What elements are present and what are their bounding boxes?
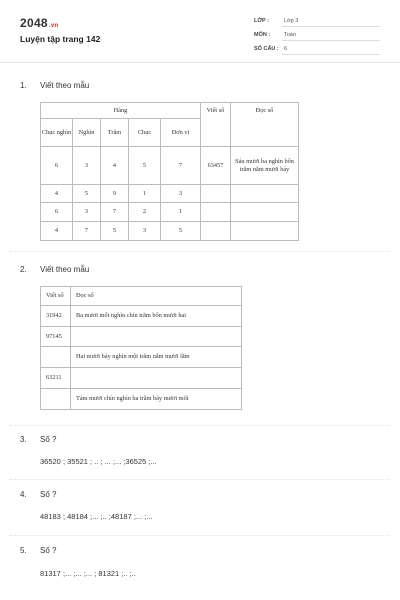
digit-cell: 3 — [73, 203, 101, 222]
meta-subject-line — [282, 40, 380, 41]
column-header-viet-so: Viết số — [41, 287, 71, 306]
number-input-cell[interactable] — [41, 389, 71, 410]
reading-input-cell[interactable] — [71, 327, 242, 347]
digit-cell: 3 — [161, 185, 201, 203]
question-1-title — [20, 81, 89, 90]
number-cell: 31942 — [41, 306, 71, 327]
question-2-table — [40, 286, 242, 410]
meta-class-label: LỚP : — [254, 18, 269, 24]
table-row — [41, 147, 299, 185]
question-3-text: Số ? — [40, 435, 57, 444]
question-2-number: 2. — [20, 265, 27, 274]
question-5-title — [20, 546, 56, 555]
digit-cell: 2 — [129, 203, 161, 222]
column-header: Trăm — [101, 119, 129, 147]
table-row — [41, 327, 242, 347]
meta-subject-label: MÔN : — [254, 32, 271, 38]
logo-main: 2048 — [20, 16, 48, 30]
table-row — [41, 185, 299, 203]
digit-cell: 3 — [129, 222, 161, 241]
number-cell: 97145 — [41, 327, 71, 347]
question-4-number: 4. — [20, 490, 27, 499]
section-divider — [10, 251, 390, 252]
number-input-cell[interactable] — [41, 347, 71, 368]
number-cell: 63211 — [41, 368, 71, 389]
table-header-hang: Hàng — [41, 103, 201, 119]
table-row — [41, 347, 242, 368]
digit-cell: 3 — [73, 147, 101, 185]
question-1-number: 1. — [20, 81, 27, 90]
table-header-viet-so: Viết số — [201, 103, 231, 147]
column-header-doc-so: Đọc số — [71, 287, 242, 306]
question-3-title — [20, 435, 56, 444]
meta-count-line — [282, 54, 380, 55]
question-1-table — [40, 102, 299, 241]
digit-cell: 4 — [41, 185, 73, 203]
number-input-cell[interactable] — [201, 222, 231, 241]
reading-input-cell[interactable] — [231, 203, 299, 222]
table-row — [41, 389, 242, 410]
digit-cell: 6 — [41, 203, 73, 222]
reading-cell: Sáu mươi ba nghìn bốn trăm năm mươi bảy — [231, 147, 299, 185]
digit-cell: 5 — [101, 222, 129, 241]
header — [0, 0, 400, 63]
meta-subject-value: Toán — [284, 32, 296, 38]
question-1-text: Viết theo mẫu — [40, 81, 90, 90]
question-5-number: 5. — [20, 546, 27, 555]
question-3-sequence[interactable]: 36520 ; 35521 ; .. ; ... ;... ;36525 ;... — [40, 457, 157, 466]
reading-input-cell[interactable] — [231, 185, 299, 203]
question-3-number: 3. — [20, 435, 27, 444]
meta-count-label: SỐ CÂU : — [254, 46, 279, 52]
number-cell: 63457 — [201, 147, 231, 185]
question-5-sequence[interactable]: 81317 ;... ;... ;... ; 81321 ;.. ;.. — [40, 569, 136, 578]
question-4-title — [20, 490, 56, 499]
question-2-text: Viết theo mẫu — [40, 265, 90, 274]
site-logo[interactable] — [20, 16, 58, 30]
reading-input-cell[interactable] — [231, 222, 299, 241]
digit-cell: 7 — [101, 203, 129, 222]
digit-cell: 5 — [161, 222, 201, 241]
digit-cell: 5 — [73, 185, 101, 203]
digit-cell: 4 — [101, 147, 129, 185]
reading-input-cell[interactable] — [71, 368, 242, 389]
digit-cell: 4 — [41, 222, 73, 241]
number-input-cell[interactable] — [201, 185, 231, 203]
digit-cell: 7 — [73, 222, 101, 241]
page-title: Luyện tập trang 142 — [20, 34, 101, 44]
question-4-text: Số ? — [40, 490, 57, 499]
meta-class-line — [282, 26, 380, 27]
question-2-title — [20, 265, 89, 274]
digit-cell: 5 — [129, 147, 161, 185]
table-row — [41, 368, 242, 389]
section-divider — [10, 479, 390, 480]
column-header: Chục nghìn — [41, 119, 73, 147]
number-input-cell[interactable] — [201, 203, 231, 222]
question-5-text: Số ? — [40, 546, 57, 555]
digit-cell: 7 — [161, 147, 201, 185]
digit-cell: 6 — [41, 147, 73, 185]
reading-cell: Hai mươi bảy nghìn một trăm năm mươi lăm — [71, 347, 242, 368]
question-4-sequence[interactable]: 48183 ; 48184 ;... ;.. ;48187 ;... ;... — [40, 512, 153, 521]
table-header-doc-so: Đọc số — [231, 103, 299, 147]
table-row — [41, 222, 299, 241]
table-row — [41, 203, 299, 222]
digit-cell: 1 — [161, 203, 201, 222]
column-header: Chục — [129, 119, 161, 147]
logo-ext: .vn — [48, 23, 59, 29]
digit-cell: 1 — [129, 185, 161, 203]
meta-class-value: Lớp 3 — [284, 18, 299, 24]
section-divider — [10, 535, 390, 536]
table-row — [41, 306, 242, 327]
meta-count-value: 6 — [284, 46, 288, 52]
column-header: Nghìn — [73, 119, 101, 147]
reading-cell: Ba mươi mốt nghìn chín trăm bốn mươi hai — [71, 306, 242, 327]
digit-cell: 9 — [101, 185, 129, 203]
section-divider — [10, 425, 390, 426]
reading-cell: Tám mươi chín nghìn ba trăm bảy mươi mốt — [71, 389, 242, 410]
column-header: Đơn vị — [161, 119, 201, 147]
